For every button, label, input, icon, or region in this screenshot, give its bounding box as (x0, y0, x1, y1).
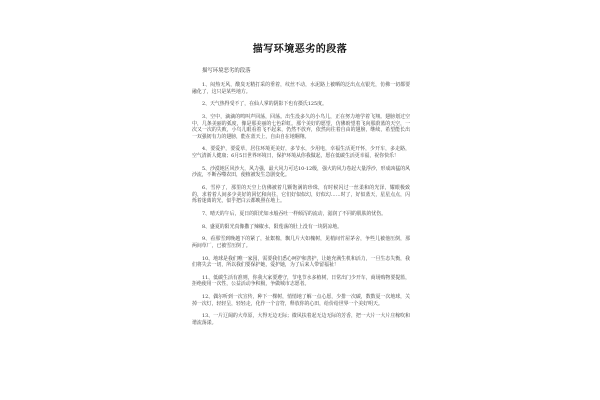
document-body (192, 82, 410, 333)
paragraph-2: 2、天气热得受不了，在仙人掌的阴影下也有摄氏125度。 (202, 101, 327, 108)
page-subtitle: 描写环境恶劣的段落 (202, 68, 251, 74)
paragraph-8: 8、盛夏的阳光真像撒了辣椒水，阳莲荡的肚上没有一块阴凉地。 (202, 223, 343, 230)
paragraph-6: 6、雪停了，那里的天空上仿佛被着几颗饱满的珍珠，有时候闪过一丝柔和的光泽，耀眼极致的，求着着人间多少美好的回忆和向往，它们好似似幻，好似幻……时了，好似蓝天，星星点点，闪烁着迷离的光，似乎把白云都映照在地上。 (192, 184, 410, 205)
page-title: 描写环境恶劣的段落 (252, 44, 348, 55)
paragraph-12: 12、偶尔听到一次宣传，种下一棵树，悄悄地了解一点心愿，少排一次碳，数数夏一次地球，关掉一次灯，轻轻呈，轻轻走，化作一个音符，释放你的心田，给价给世界一个美好明天。 (192, 294, 410, 307)
paragraph-1: 1、闷热无风，酸臭无精打采的垂着，纹丝不动，水泥路上被晒的泛出点点银光，仿佛一切都要融化了，这只是某些地方。 (192, 82, 410, 95)
paragraph-9: 9、看那雪到晚越下的紧了，扯絮棉，飘几片大如槐树，见梢间竹屋茅舍，争些儿被他压倒，那两间草厂，已被雪压倒了。 (192, 236, 410, 249)
paragraph-11: 11、低碳生活有准则，你我大家要遵守，节电节水多植树，日常出门少开车，商场购物要提篮，拒绝使用一次性，公益活动争积极，争做城市志愿者。 (192, 274, 410, 288)
paragraph-10: 10、地球是我们唯一家园，需要我们悉心呵护和善护，让她充满生机和活力，一旦生态失衡，我们将失去一切，所以我们要保护她，爱护她，为了后来人带留福祉！ (192, 255, 410, 269)
paragraph-13: 13、一片辽阔的大草原，大得无边无际；微风扶着起无边无际的芳香，把一大片一大片庄稼吹和谐流荡漾。 (192, 313, 410, 326)
paragraph-4: 4、要爱护，要爱草，居住环境更美好，多节水，少用电，幸福生活更开怀，少开车，多走路，空气清新人健康；6月5日世界环境日，保护环境从你我做起，愿在低碳生活更幸福，祝你快乐！ (192, 146, 410, 159)
paragraph-5: 5、沙漠地区风沙大，风力强，最大风力可达10-12级，强大的风力卷起大量浮沙，形成凶猛的风沙流，不断吞噬农田，使植被发生急剧变化。 (192, 165, 410, 179)
paragraph-7: 7、晴天的午后，夏日的阳光如水般吞吐一样倾泻的流动，滋润了不同的肌肤的忧伤。 (202, 210, 387, 217)
paragraph-3: 3、空中，滴滴的鸣叫声回荡，回荡。出生没多久的小鸟儿，正在努力地学着飞翔。翅膀划过空中，几条美丽的弧度，像是那美丽的七色彩虹。那个美好的愿望，仿佛盼望着飞向那蔚蓝的天空，一次又一次的失败，小鸟儿眼看着飞不起来，仍然不放弃，依然向往着自由的翅膀，继续，希望能长出一双强韧有力的翅膀，能在蓝天上，自由自在地翱翔。 (192, 114, 410, 140)
